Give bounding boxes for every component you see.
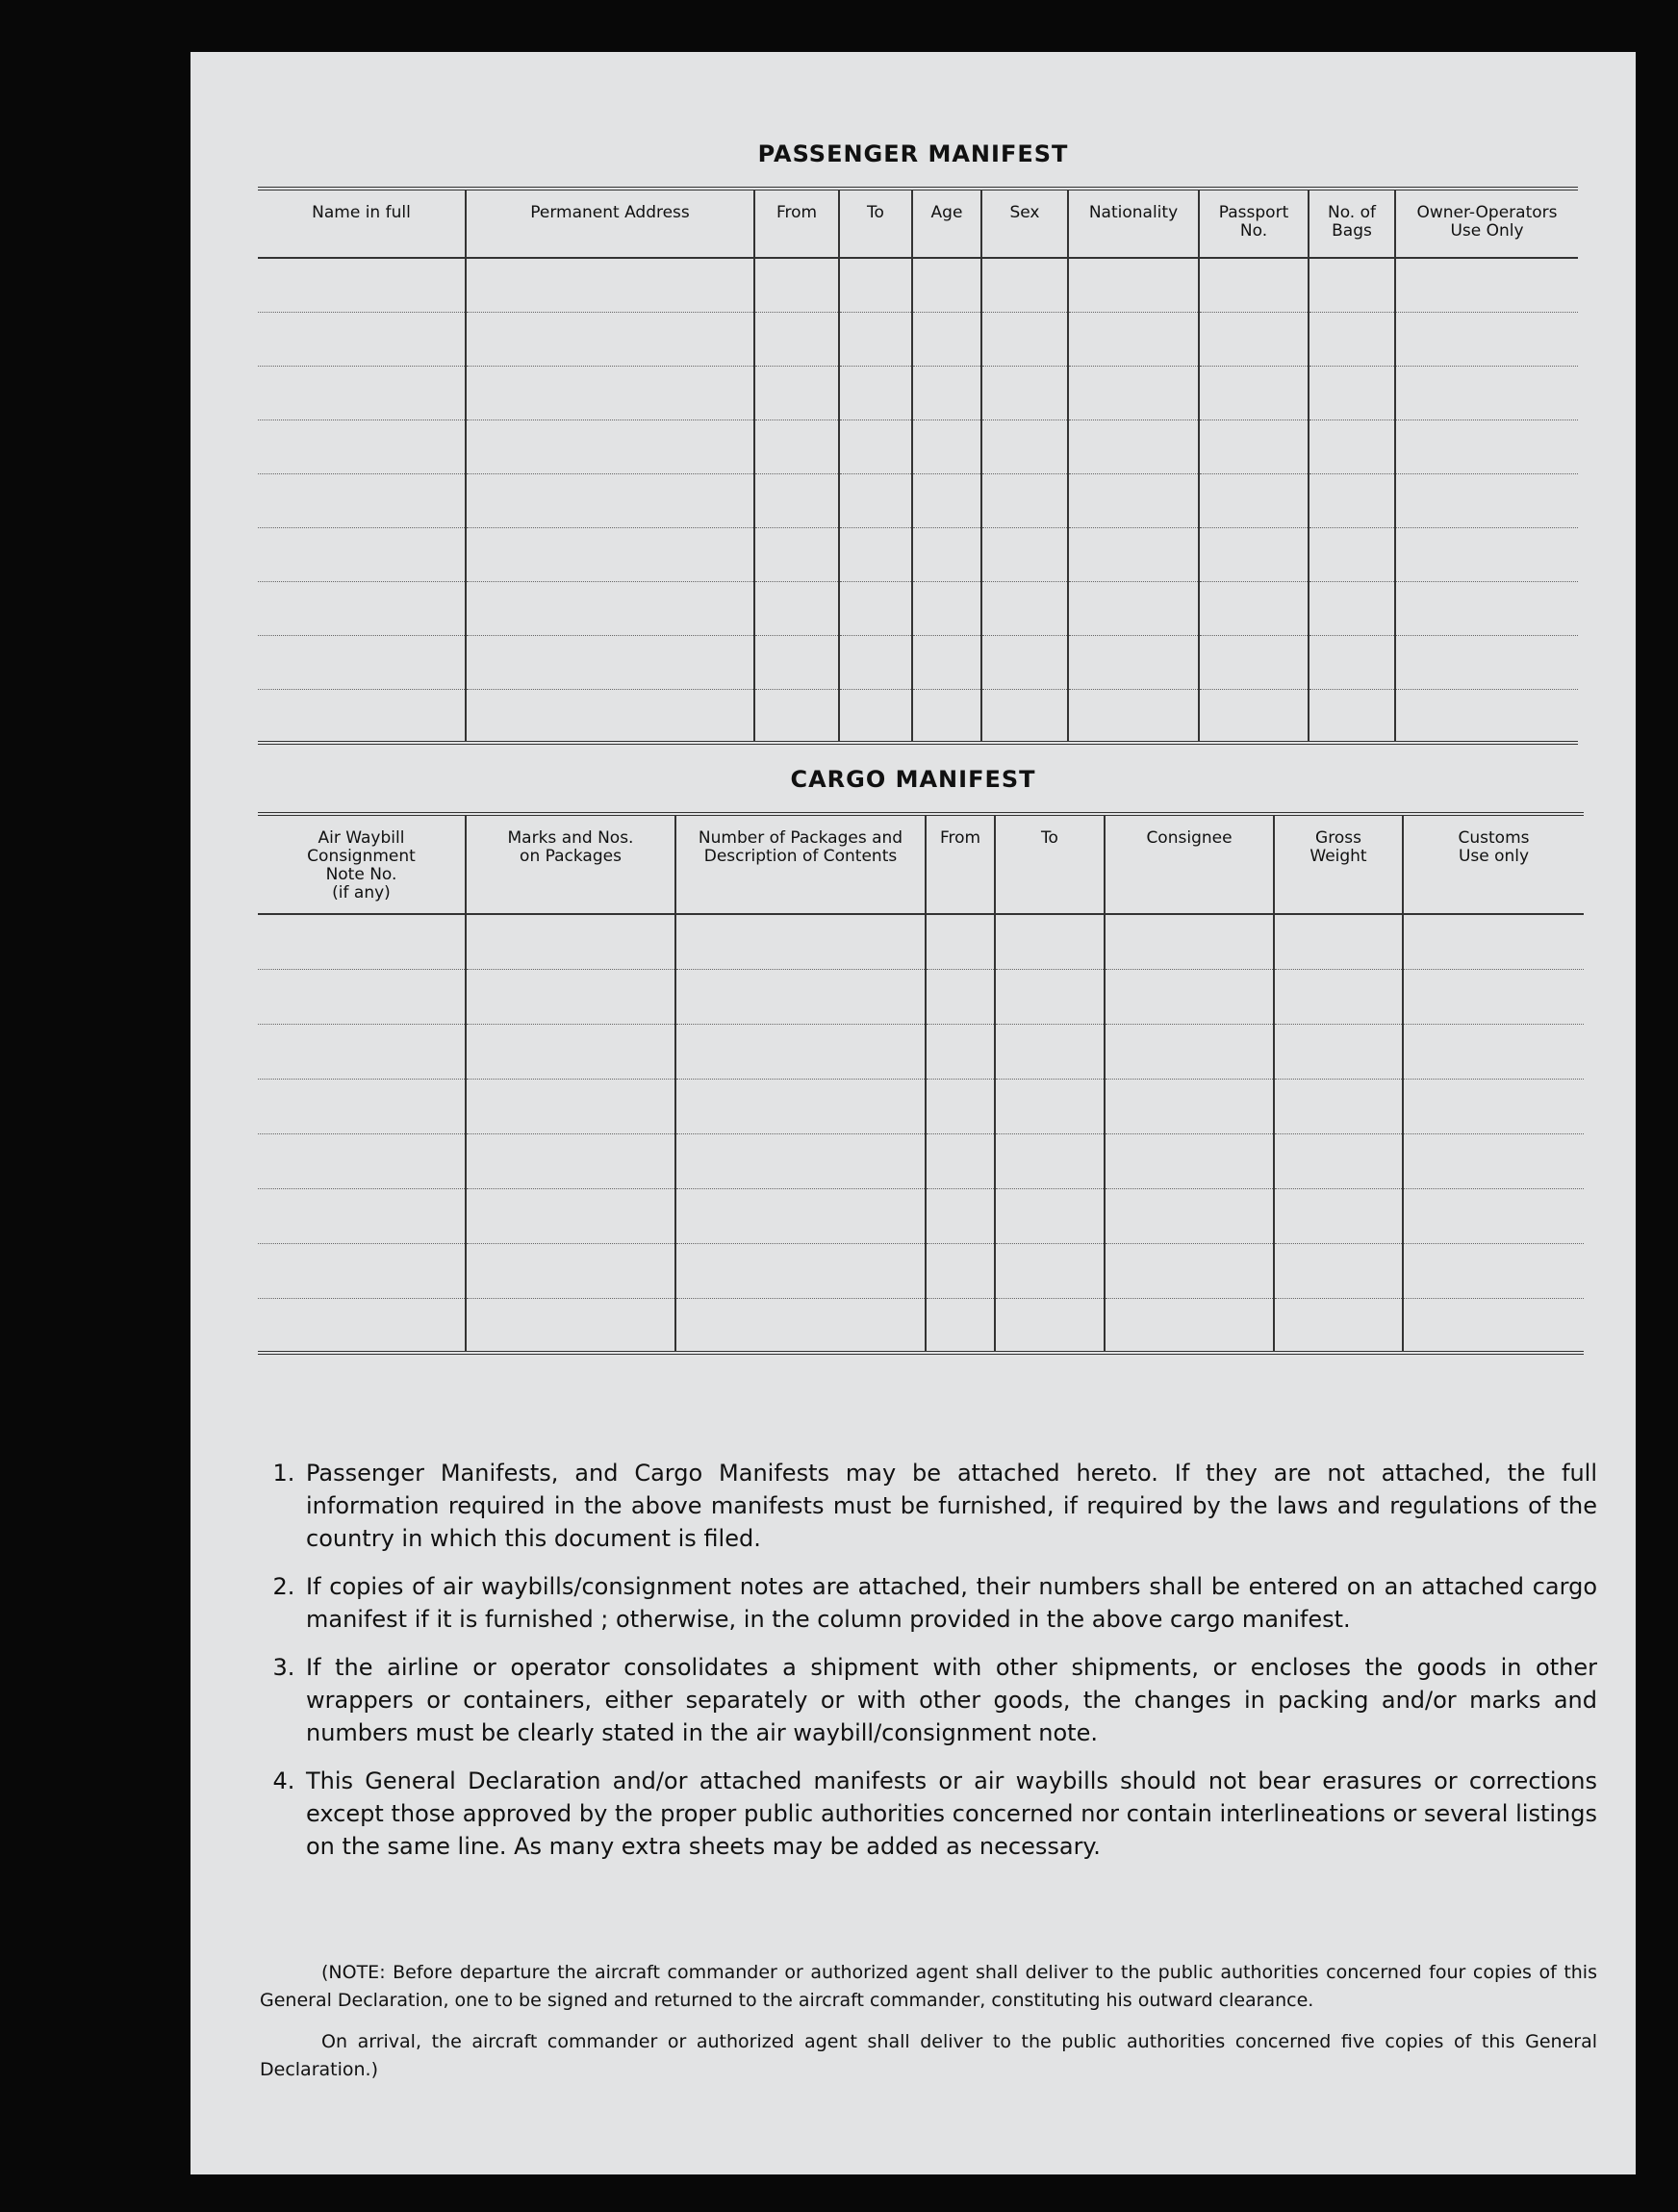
passenger-cell[interactable] bbox=[1309, 527, 1395, 581]
cargo-col-header: Customs Use only bbox=[1403, 814, 1584, 914]
passenger-cell[interactable] bbox=[912, 581, 981, 635]
passenger-cell[interactable] bbox=[1199, 420, 1309, 473]
cargo-cell[interactable] bbox=[1105, 914, 1274, 969]
cargo-cell[interactable] bbox=[466, 1133, 675, 1188]
cargo-col-header: Marks and Nos. on Packages bbox=[466, 814, 675, 914]
cargo-cell[interactable] bbox=[258, 914, 466, 969]
passenger-manifest-table bbox=[258, 187, 1578, 745]
passenger-col-header: Nationality bbox=[1068, 189, 1199, 258]
passenger-cell[interactable] bbox=[466, 420, 754, 473]
passenger-cell[interactable] bbox=[754, 689, 839, 743]
instruction-item: 4. This General Declaration and/or attached manifests or air waybills should not bear erasures or corrections except those approved by the proper public authorities concerned nor contain interlineations or several listings on the same line. As many extra sheets may be added as necessary. bbox=[302, 1765, 1597, 1863]
cargo-row bbox=[258, 1243, 1584, 1298]
cargo-manifest-table bbox=[258, 812, 1584, 1355]
passenger-cell[interactable] bbox=[1395, 527, 1578, 581]
cargo-cell[interactable] bbox=[995, 1024, 1105, 1079]
cargo-cell[interactable] bbox=[258, 1298, 466, 1353]
cargo-cell[interactable] bbox=[926, 1188, 995, 1243]
passenger-cell[interactable] bbox=[1395, 258, 1578, 312]
passenger-cell[interactable] bbox=[912, 312, 981, 366]
cargo-cell[interactable] bbox=[1274, 1024, 1403, 1079]
cargo-cell[interactable] bbox=[675, 1243, 926, 1298]
cargo-cell[interactable] bbox=[675, 1079, 926, 1133]
passenger-cell[interactable] bbox=[1395, 473, 1578, 527]
cargo-cell[interactable] bbox=[466, 1188, 675, 1243]
passenger-cell[interactable] bbox=[1309, 473, 1395, 527]
passenger-cell[interactable] bbox=[912, 258, 981, 312]
instructions bbox=[260, 1457, 1597, 1878]
cargo-cell[interactable] bbox=[995, 969, 1105, 1024]
passenger-cell[interactable] bbox=[466, 258, 754, 312]
cargo-cell[interactable] bbox=[1403, 1188, 1584, 1243]
passenger-cell[interactable] bbox=[1309, 420, 1395, 473]
cargo-cell[interactable] bbox=[466, 1243, 675, 1298]
passenger-row bbox=[258, 473, 1578, 527]
cargo-cell[interactable] bbox=[926, 1079, 995, 1133]
cargo-cell[interactable] bbox=[466, 1079, 675, 1133]
passenger-cell[interactable] bbox=[466, 527, 754, 581]
cargo-col-header: Number of Packages and Description of Contents bbox=[675, 814, 926, 914]
cargo-cell[interactable] bbox=[1274, 1298, 1403, 1353]
cargo-row bbox=[258, 1079, 1584, 1133]
passenger-cell[interactable] bbox=[981, 420, 1068, 473]
cargo-cell[interactable] bbox=[995, 1133, 1105, 1188]
passenger-cell[interactable] bbox=[258, 258, 466, 312]
instruction-item: 1. Passenger Manifests, and Cargo Manifests may be attached hereto. If they are not attached, the full information required in the above manifests must be furnished, if required by the laws and regulations of the country in which this document is filed. bbox=[302, 1457, 1597, 1555]
passenger-cell[interactable] bbox=[839, 420, 912, 473]
passenger-row bbox=[258, 420, 1578, 473]
cargo-cell[interactable] bbox=[675, 914, 926, 969]
passenger-cell[interactable] bbox=[1395, 420, 1578, 473]
passenger-cell[interactable] bbox=[1068, 689, 1199, 743]
passenger-cell[interactable] bbox=[754, 527, 839, 581]
passenger-cell[interactable] bbox=[1068, 581, 1199, 635]
passenger-cell[interactable] bbox=[1068, 366, 1199, 420]
passenger-cell[interactable] bbox=[839, 312, 912, 366]
cargo-cell[interactable] bbox=[258, 1188, 466, 1243]
passenger-col-header: From bbox=[754, 189, 839, 258]
cargo-cell[interactable] bbox=[675, 1298, 926, 1353]
passenger-col-header: Name in full bbox=[258, 189, 466, 258]
cargo-row bbox=[258, 969, 1584, 1024]
instruction-item: 3. If the airline or operator consolidates a shipment with other shipments, or encloses the goods in other wrappers or containers, either separately or with other goods, the changes in packing and/or marks and numbers must be clearly stated in the air waybill/consignment note. bbox=[302, 1651, 1597, 1749]
passenger-cell[interactable] bbox=[1199, 527, 1309, 581]
cargo-cell[interactable] bbox=[995, 1188, 1105, 1243]
cargo-cell[interactable] bbox=[926, 969, 995, 1024]
passenger-cell[interactable] bbox=[1068, 258, 1199, 312]
passenger-cell[interactable] bbox=[839, 635, 912, 689]
passenger-cell[interactable] bbox=[258, 366, 466, 420]
passenger-row bbox=[258, 527, 1578, 581]
cargo-cell[interactable] bbox=[466, 1298, 675, 1353]
cargo-cell[interactable] bbox=[1403, 1133, 1584, 1188]
passenger-cell[interactable] bbox=[981, 689, 1068, 743]
cargo-cell[interactable] bbox=[1274, 969, 1403, 1024]
cargo-cell[interactable] bbox=[926, 1298, 995, 1353]
passenger-cell[interactable] bbox=[1199, 312, 1309, 366]
passenger-cell[interactable] bbox=[1309, 258, 1395, 312]
passenger-cell[interactable] bbox=[466, 581, 754, 635]
passenger-row bbox=[258, 366, 1578, 420]
passenger-cell[interactable] bbox=[754, 366, 839, 420]
cargo-col-header: Consignee bbox=[1105, 814, 1274, 914]
cargo-cell[interactable] bbox=[1274, 1079, 1403, 1133]
cargo-cell[interactable] bbox=[675, 969, 926, 1024]
cargo-cell[interactable] bbox=[1105, 1079, 1274, 1133]
cargo-cell[interactable] bbox=[258, 1079, 466, 1133]
passenger-cell[interactable] bbox=[1395, 366, 1578, 420]
passenger-cell[interactable] bbox=[258, 420, 466, 473]
passenger-cell[interactable] bbox=[839, 689, 912, 743]
cargo-row bbox=[258, 1298, 1584, 1353]
passenger-cell[interactable] bbox=[1309, 312, 1395, 366]
passenger-cell[interactable] bbox=[1395, 581, 1578, 635]
cargo-cell[interactable] bbox=[1274, 1133, 1403, 1188]
passenger-cell[interactable] bbox=[839, 581, 912, 635]
document-sheet bbox=[191, 52, 1636, 2174]
passenger-cell[interactable] bbox=[754, 635, 839, 689]
passenger-cell[interactable] bbox=[981, 527, 1068, 581]
cargo-cell[interactable] bbox=[1105, 969, 1274, 1024]
cargo-cell[interactable] bbox=[258, 1024, 466, 1079]
passenger-cell[interactable] bbox=[1309, 366, 1395, 420]
cargo-cell[interactable] bbox=[258, 1133, 466, 1188]
cargo-row bbox=[258, 1188, 1584, 1243]
passenger-col-header: Permanent Address bbox=[466, 189, 754, 258]
cargo-cell[interactable] bbox=[1105, 1298, 1274, 1353]
passenger-cell[interactable] bbox=[839, 527, 912, 581]
passenger-cell[interactable] bbox=[466, 312, 754, 366]
passenger-col-header: Passport No. bbox=[1199, 189, 1309, 258]
passenger-cell[interactable] bbox=[839, 473, 912, 527]
cargo-cell[interactable] bbox=[926, 914, 995, 969]
passenger-cell[interactable] bbox=[466, 689, 754, 743]
cargo-cell[interactable] bbox=[1403, 1243, 1584, 1298]
cargo-cell[interactable] bbox=[1274, 1243, 1403, 1298]
passenger-cell[interactable] bbox=[754, 258, 839, 312]
passenger-cell[interactable] bbox=[1199, 366, 1309, 420]
cargo-cell[interactable] bbox=[1105, 1133, 1274, 1188]
cargo-row bbox=[258, 1024, 1584, 1079]
cargo-cell[interactable] bbox=[1274, 914, 1403, 969]
cargo-cell[interactable] bbox=[1105, 1243, 1274, 1298]
passenger-cell[interactable] bbox=[258, 473, 466, 527]
passenger-cell[interactable] bbox=[258, 581, 466, 635]
filing-notes bbox=[260, 1959, 1597, 2098]
passenger-cell[interactable] bbox=[1395, 689, 1578, 743]
passenger-cell[interactable] bbox=[258, 635, 466, 689]
cargo-cell[interactable] bbox=[1403, 1024, 1584, 1079]
passenger-col-header: To bbox=[839, 189, 912, 258]
cargo-cell[interactable] bbox=[1105, 1188, 1274, 1243]
passenger-cell[interactable] bbox=[258, 312, 466, 366]
passenger-cell[interactable] bbox=[1068, 635, 1199, 689]
passenger-cell[interactable] bbox=[981, 635, 1068, 689]
cargo-cell[interactable] bbox=[995, 1079, 1105, 1133]
cargo-cell[interactable] bbox=[258, 969, 466, 1024]
passenger-cell[interactable] bbox=[1068, 420, 1199, 473]
passenger-col-header: Age bbox=[912, 189, 981, 258]
passenger-cell[interactable] bbox=[258, 527, 466, 581]
passenger-cell[interactable] bbox=[839, 258, 912, 312]
cargo-col-header: To bbox=[995, 814, 1105, 914]
cargo-cell[interactable] bbox=[466, 1024, 675, 1079]
passenger-cell[interactable] bbox=[754, 581, 839, 635]
cargo-cell[interactable] bbox=[995, 914, 1105, 969]
cargo-cell[interactable] bbox=[675, 1188, 926, 1243]
cargo-cell[interactable] bbox=[675, 1024, 926, 1079]
cargo-cell[interactable] bbox=[995, 1298, 1105, 1353]
passenger-col-header: Owner-Operators Use Only bbox=[1395, 189, 1578, 258]
passenger-row bbox=[258, 635, 1578, 689]
passenger-cell[interactable] bbox=[1199, 581, 1309, 635]
cargo-cell[interactable] bbox=[926, 1133, 995, 1188]
passenger-cell[interactable] bbox=[1309, 581, 1395, 635]
passenger-cell[interactable] bbox=[1068, 312, 1199, 366]
passenger-col-header: No. of Bags bbox=[1309, 189, 1395, 258]
cargo-row bbox=[258, 1133, 1584, 1188]
cargo-cell[interactable] bbox=[466, 969, 675, 1024]
passenger-cell[interactable] bbox=[981, 258, 1068, 312]
passenger-cell[interactable] bbox=[912, 527, 981, 581]
cargo-col-header: From bbox=[926, 814, 995, 914]
cargo-cell[interactable] bbox=[258, 1243, 466, 1298]
passenger-cell[interactable] bbox=[981, 581, 1068, 635]
passenger-cell[interactable] bbox=[1199, 689, 1309, 743]
passenger-cell[interactable] bbox=[1309, 635, 1395, 689]
passenger-row bbox=[258, 312, 1578, 366]
passenger-row bbox=[258, 258, 1578, 312]
passenger-manifest-title: PASSENGER MANIFEST bbox=[757, 140, 1069, 167]
passenger-row bbox=[258, 581, 1578, 635]
cargo-cell[interactable] bbox=[675, 1133, 926, 1188]
passenger-cell[interactable] bbox=[981, 473, 1068, 527]
passenger-cell[interactable] bbox=[466, 366, 754, 420]
cargo-cell[interactable] bbox=[1403, 969, 1584, 1024]
passenger-cell[interactable] bbox=[754, 312, 839, 366]
arrival-note: On arrival, the aircraft commander or authorized agent shall deliver to the public authorities concerned five copies of this General Declaration.) bbox=[260, 2031, 1597, 2080]
passenger-cell[interactable] bbox=[981, 312, 1068, 366]
passenger-cell[interactable] bbox=[1395, 635, 1578, 689]
cargo-cell[interactable] bbox=[1105, 1024, 1274, 1079]
passenger-cell[interactable] bbox=[258, 689, 466, 743]
cargo-cell[interactable] bbox=[1403, 1298, 1584, 1353]
passenger-cell[interactable] bbox=[1395, 312, 1578, 366]
passenger-cell[interactable] bbox=[466, 473, 754, 527]
passenger-cell[interactable] bbox=[754, 420, 839, 473]
passenger-cell[interactable] bbox=[912, 689, 981, 743]
passenger-cell[interactable] bbox=[912, 473, 981, 527]
cargo-cell[interactable] bbox=[1403, 914, 1584, 969]
passenger-cell[interactable] bbox=[912, 635, 981, 689]
cargo-cell[interactable] bbox=[1403, 1079, 1584, 1133]
cargo-col-header: Gross Weight bbox=[1274, 814, 1403, 914]
passenger-cell[interactable] bbox=[1199, 635, 1309, 689]
passenger-cell[interactable] bbox=[466, 635, 754, 689]
passenger-row bbox=[258, 689, 1578, 743]
passenger-col-header: Sex bbox=[981, 189, 1068, 258]
cargo-row bbox=[258, 914, 1584, 969]
passenger-cell[interactable] bbox=[1309, 689, 1395, 743]
passenger-cell[interactable] bbox=[754, 473, 839, 527]
cargo-cell[interactable] bbox=[926, 1243, 995, 1298]
cargo-cell[interactable] bbox=[926, 1024, 995, 1079]
passenger-cell[interactable] bbox=[912, 366, 981, 420]
departure-note: (NOTE: Before departure the aircraft commander or authorized agent shall deliver to the public authorities concerned four copies of this General Declaration, one to be signed and returned to the aircraft commander, constituting his outward clearance. bbox=[260, 1962, 1597, 2011]
cargo-cell[interactable] bbox=[1274, 1188, 1403, 1243]
passenger-cell[interactable] bbox=[912, 420, 981, 473]
cargo-col-header: Air Waybill Consignment Note No. (if any) bbox=[258, 814, 466, 914]
passenger-cell[interactable] bbox=[839, 366, 912, 420]
passenger-cell[interactable] bbox=[1068, 473, 1199, 527]
passenger-cell[interactable] bbox=[1199, 473, 1309, 527]
passenger-cell[interactable] bbox=[1199, 258, 1309, 312]
cargo-manifest-title: CARGO MANIFEST bbox=[790, 766, 1036, 793]
passenger-cell[interactable] bbox=[981, 366, 1068, 420]
cargo-cell[interactable] bbox=[466, 914, 675, 969]
cargo-cell[interactable] bbox=[995, 1243, 1105, 1298]
instruction-item: 2. If copies of air waybills/consignment notes are attached, their numbers shall be entered on an attached cargo manifest if it is furnished ; otherwise, in the column provided in the above cargo manifest. bbox=[302, 1570, 1597, 1636]
passenger-cell[interactable] bbox=[1068, 527, 1199, 581]
